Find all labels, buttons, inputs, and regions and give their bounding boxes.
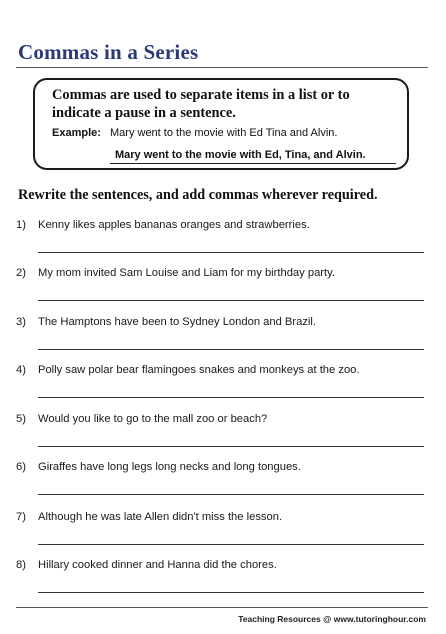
question-number: 7) [16, 511, 26, 523]
question-text: The Hamptons have been to Sydney London and Brazil. [38, 316, 317, 328]
page-title: Commas in a Series [18, 40, 199, 64]
question-number: 4) [16, 364, 26, 376]
answer-line[interactable] [38, 300, 424, 301]
title-divider [16, 67, 428, 68]
footer-divider [16, 607, 428, 608]
answer-line[interactable] [38, 397, 424, 398]
example-answer: Mary went to the movie with Ed, Tina, and Alvin. [115, 149, 366, 161]
answer-line[interactable] [38, 446, 424, 447]
example-label: Example: [52, 127, 101, 139]
question-text: Would you like to go to the mall zoo or beach? [38, 413, 268, 425]
footer-credit: Teaching Resources @ www.tutoringhour.com [238, 614, 426, 624]
question-text: Kenny likes apples bananas oranges and strawberries. [38, 219, 310, 231]
question-number: 2) [16, 267, 26, 279]
answer-line[interactable] [38, 592, 424, 593]
question-text: Hillary cooked dinner and Hanna did the chores. [38, 559, 277, 571]
example-answer-line [110, 163, 396, 164]
answer-line[interactable] [38, 544, 424, 545]
question-number: 1) [16, 219, 26, 231]
question-number: 5) [16, 413, 26, 425]
question-number: 6) [16, 461, 26, 473]
answer-line[interactable] [38, 494, 424, 495]
question-text: Polly saw polar bear flamingoes snakes and monkeys at the zoo. [38, 364, 360, 376]
question-text: Giraffes have long legs long necks and long tongues. [38, 461, 301, 473]
answer-line[interactable] [38, 252, 424, 253]
instruction-text: Rewrite the sentences, and add commas wherever required. [18, 187, 378, 203]
answer-line[interactable] [38, 349, 424, 350]
example-sentence: Mary went to the movie with Ed Tina and Alvin. [110, 127, 338, 139]
question-text: Although he was late Allen didn't miss the lesson. [38, 511, 283, 523]
question-number: 3) [16, 316, 26, 328]
question-text: My mom invited Sam Louise and Liam for my birthday party. [38, 267, 335, 279]
question-number: 8) [16, 559, 26, 571]
rule-text: Commas are used to separate items in a list or to indicate a pause in a sentence. [52, 87, 350, 121]
